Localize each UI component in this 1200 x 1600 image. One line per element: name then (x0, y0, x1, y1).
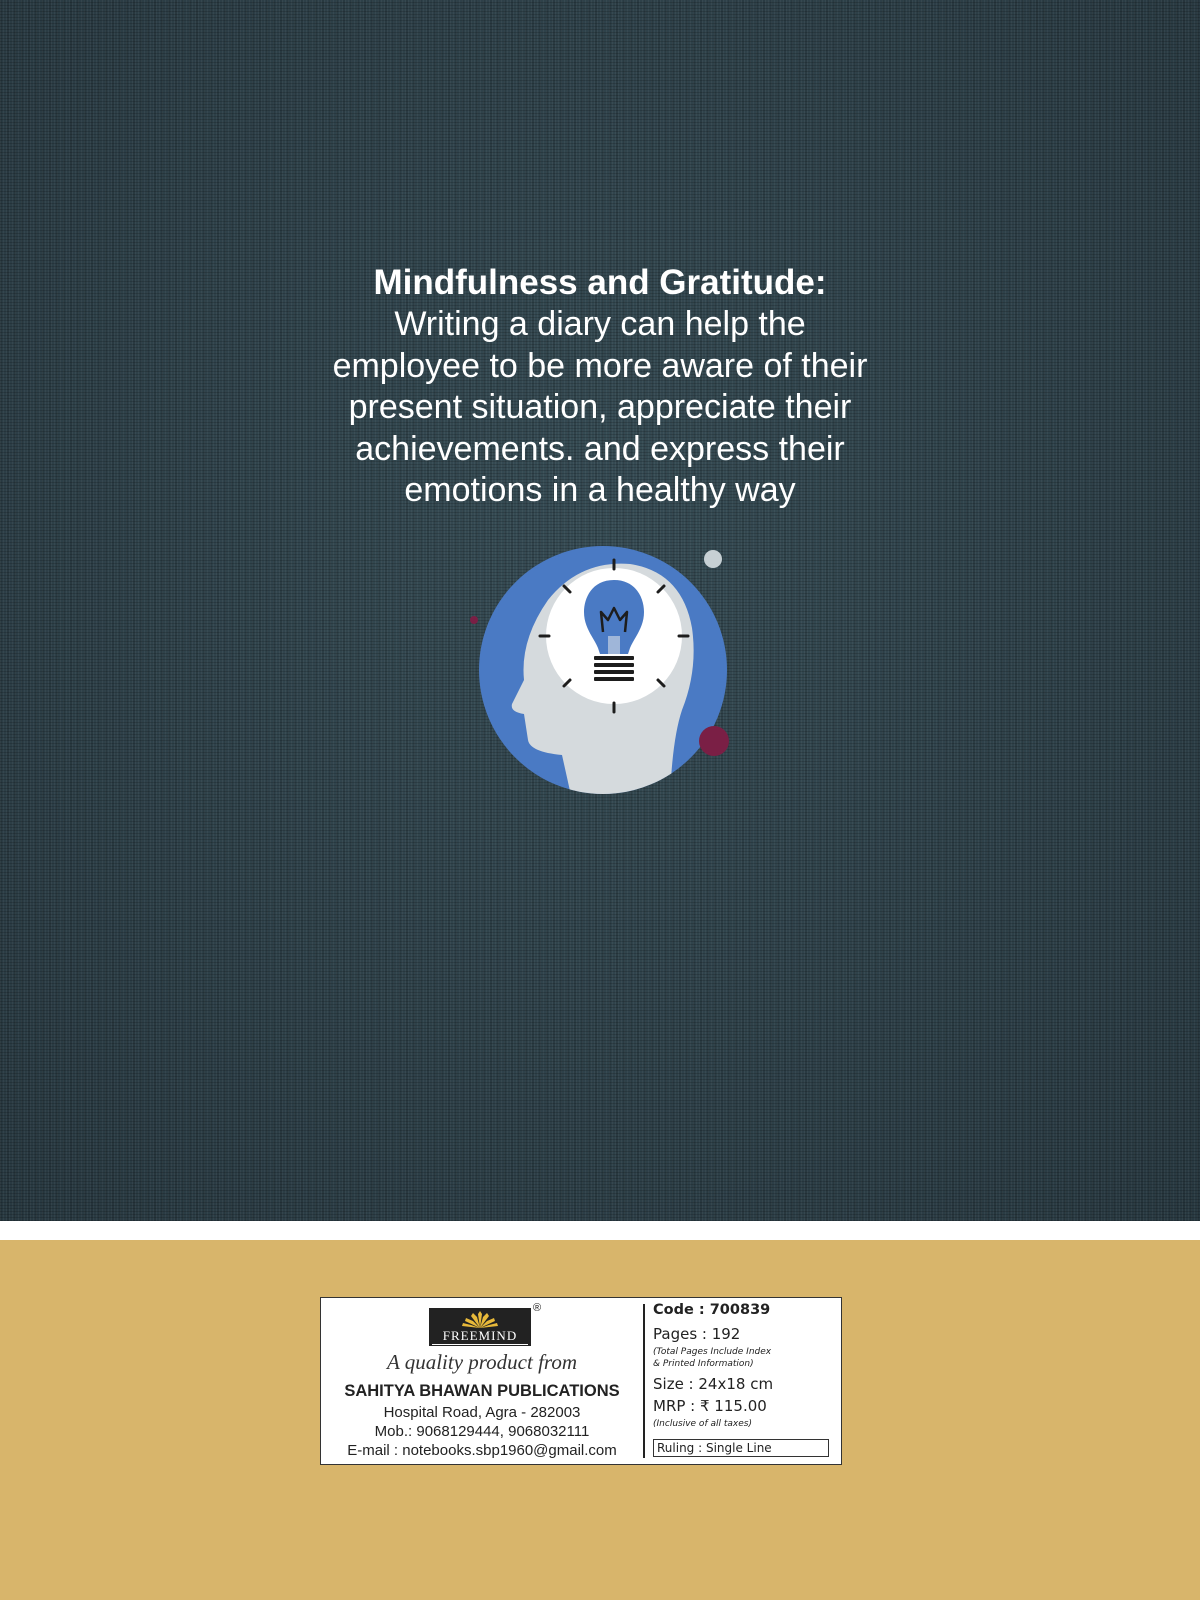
white-divider-stripe (0, 1221, 1200, 1240)
message-heading: Mindfulness and Gratitude: (373, 263, 827, 302)
product-code: Code : 700839 (653, 1302, 771, 1318)
label-divider (643, 1304, 645, 1458)
page-count: Pages : 192 (653, 1325, 741, 1343)
message-line: emotions in a healthy way (404, 471, 796, 509)
ruling-type: Ruling : Single Line (653, 1439, 829, 1457)
notebook-size: Size : 24x18 cm (653, 1375, 774, 1393)
publisher-name: SAHITYA BHAWAN PUBLICATIONS (344, 1382, 620, 1400)
publisher-email: E-mail : notebooks.sbp1960@gmail.com (347, 1442, 617, 1459)
registered-mark: ® (533, 1302, 542, 1314)
head-with-lightbulb-icon (460, 540, 740, 800)
tax-note: (Inclusive of all taxes) (653, 1419, 752, 1429)
message-line: achievements. and express their (355, 429, 845, 468)
cover-message (240, 262, 960, 512)
price-mrp: MRP : ₹ 115.00 (653, 1397, 767, 1415)
publisher-address: Hospital Road, Agra - 282003 (383, 1404, 581, 1421)
message-line: Writing a diary can help the (394, 305, 806, 343)
quality-tagline: A quality product from (387, 1350, 577, 1374)
message-body (240, 304, 960, 512)
message-line: employee to be more aware of their (332, 346, 868, 385)
brand-name: FREEMIND (442, 1328, 518, 1343)
product-info-label (320, 1297, 842, 1465)
pages-note-line: & Printed Information) (653, 1359, 754, 1369)
publisher-mobile: Mob.: 9068129444, 9068032111 (374, 1423, 590, 1440)
freemind-logo (429, 1308, 531, 1346)
message-line: present situation, appreciate their (348, 388, 852, 426)
pages-note-line: (Total Pages Include Index (653, 1347, 772, 1357)
pages-note (653, 1346, 771, 1370)
